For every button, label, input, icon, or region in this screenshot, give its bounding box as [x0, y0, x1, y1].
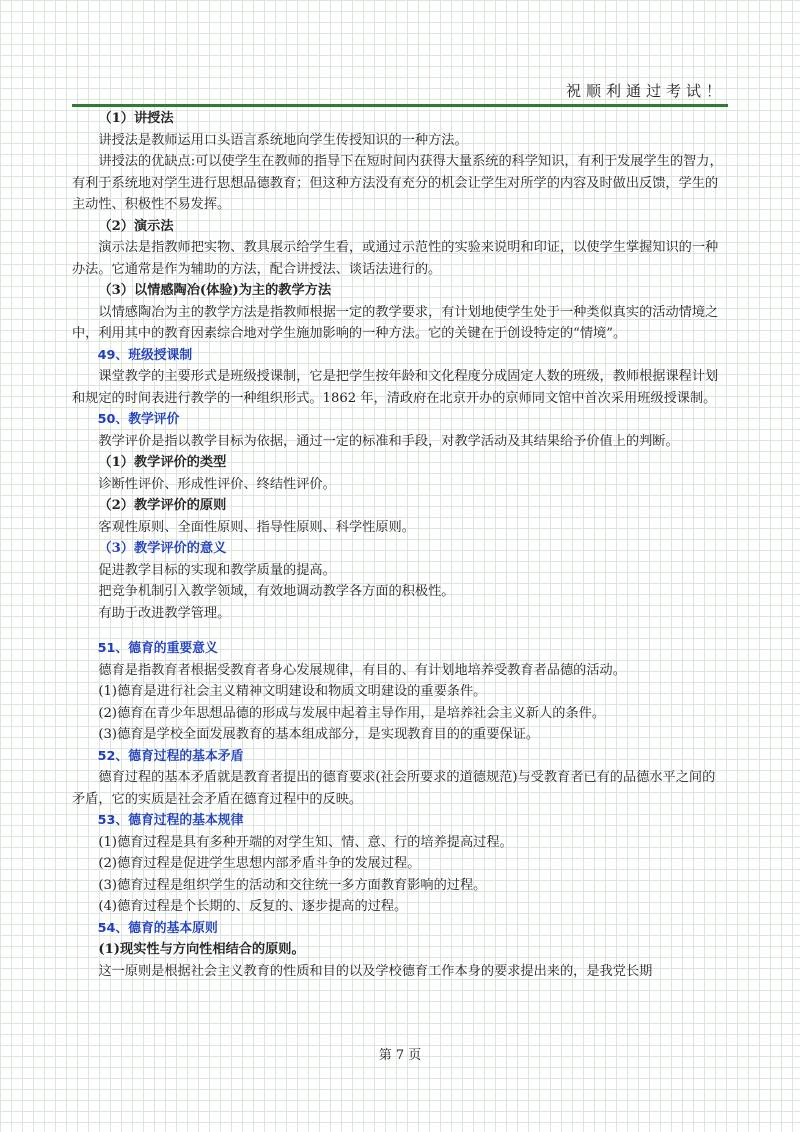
section-50-text: 教学评价是指以教学目标为依据，通过一定的标准和手段，对教学活动及其结果给予价值上的判断。: [98, 433, 679, 449]
section-54-subheading: (1)现实性与方向性相结合的原则。: [98, 942, 305, 957]
eval-types-heading: （1）教学评价的类型: [98, 455, 227, 470]
eval-meaning-item: 促进教学目标的实现和教学质量的提高。: [98, 562, 336, 578]
emotion-heading: （3）以情感陶冶(体验)为主的教学方法: [98, 283, 332, 298]
section-53-item: (3)德育过程是组织学生的活动和交往统一多方面教育影响的过程。: [98, 877, 487, 893]
section-52-heading: 52、德育过程的基本矛盾: [97, 748, 244, 764]
lecture-definition: 讲授法是教师运用口头语言系统地向学生传授知识的一种方法。: [98, 132, 468, 148]
lecture-heading: （1）讲授法: [98, 111, 174, 126]
section-51-text: 德育是指教育者根据受教育者身心发展规律，有目的、有计划地培养受教育者品德的活动。: [98, 662, 626, 678]
document-body: [72, 108, 728, 982]
section-49-text: 课堂教学的主要形式是班级授课制，它是把学生按年龄和文化程度分成固定人数的班级，教师根据课程计划和规定的时间表进行教学的一种组织形式。1862 年，清政府在北京开办的京师同文馆中首次采用班级授课制。: [72, 369, 719, 406]
spacer: [72, 624, 728, 638]
demo-definition: 演示法是指教师把实物、教具展示给学生看，或通过示范性的实验来说明和印证，以使学生掌握知识的一种办法。它通常是作为辅助的方法，配合讲授法、谈话法进行的。: [72, 240, 719, 277]
section-51-item: (3)德育是学校全面发展教育的基本组成部分，是实现教育目的的重要保证。: [98, 727, 540, 742]
section-53-item: (2)德育过程是促进学生思想内部矛盾斗争的发展过程。: [98, 856, 421, 871]
section-51-item: (1)德育是进行社会主义精神文明建设和物质文明建设的重要条件。: [98, 684, 487, 699]
eval-principles-text: 客观性原则、全面性原则、指导性原则、科学性原则。: [98, 519, 415, 535]
eval-meaning-item: 有助于改进教学管理。: [98, 605, 231, 621]
page-number: 第 7 页: [378, 1048, 422, 1063]
header-rule: [72, 104, 728, 107]
eval-types-text: 诊断性评价、形成性评价、终结性评价。: [98, 476, 336, 492]
lecture-pros-cons: 讲授法的优缺点:可以使学生在教师的指导下在短时间内获得大量系统的科学知识，有利于发展学生的智力，有利于系统地对学生进行思想品德教育；但这种方法没有充分的机会让学生对所学的内容及时做出反馈，学生的主动性、积极性不易发挥。: [72, 154, 723, 212]
eval-meaning-heading: （3）教学评价的意义: [98, 541, 227, 556]
header-motto: 祝顺利通过考试！: [565, 82, 726, 100]
emotion-definition: 以情感陶冶为主的教学方法是指教师根据一定的教学要求，有计划地使学生处于一种类似真实的活动情境之中，利用其中的教育因素综合地对学生施加影响的一种方法。它的关键在于创设特定的“情境”。: [72, 304, 719, 341]
section-52-text: 德育过程的基本矛盾就是教育者提出的德育要求(社会所要求的道德规范)与受教育者已有的品德水平之间的矛盾，它的实质是社会矛盾在德育过程中的反映。: [72, 770, 716, 807]
section-49-heading: 49、班级授课制: [97, 347, 193, 363]
section-51-item: (2)德育在青少年思想品德的形成与发展中起着主导作用，是培养社会主义新人的条件。: [98, 705, 606, 721]
section-54-heading: 54、德育的基本原则: [97, 920, 218, 936]
section-53-item: (1)德育过程是具有多种开端的对学生知、情、意、行的培养提高过程。: [98, 834, 513, 850]
section-51-heading: 51、德育的重要意义: [97, 641, 218, 656]
demo-heading: （2）演示法: [98, 218, 174, 234]
section-53-item: (4)德育过程是个长期的、反复的、逐步提高的过程。: [98, 899, 408, 914]
section-54-text: 这一原则是根据社会主义教育的性质和目的以及学校德育工作本身的要求提出来的，是我党长期: [98, 963, 653, 979]
eval-meaning-item: 把竞争机制引入教学领域，有效地调动教学各方面的积极性。: [98, 584, 455, 599]
section-50-heading: 50、教学评价: [97, 412, 180, 427]
section-53-heading: 53、德育过程的基本规律: [97, 813, 244, 828]
eval-principles-heading: （2）教学评价的原则: [98, 498, 227, 513]
